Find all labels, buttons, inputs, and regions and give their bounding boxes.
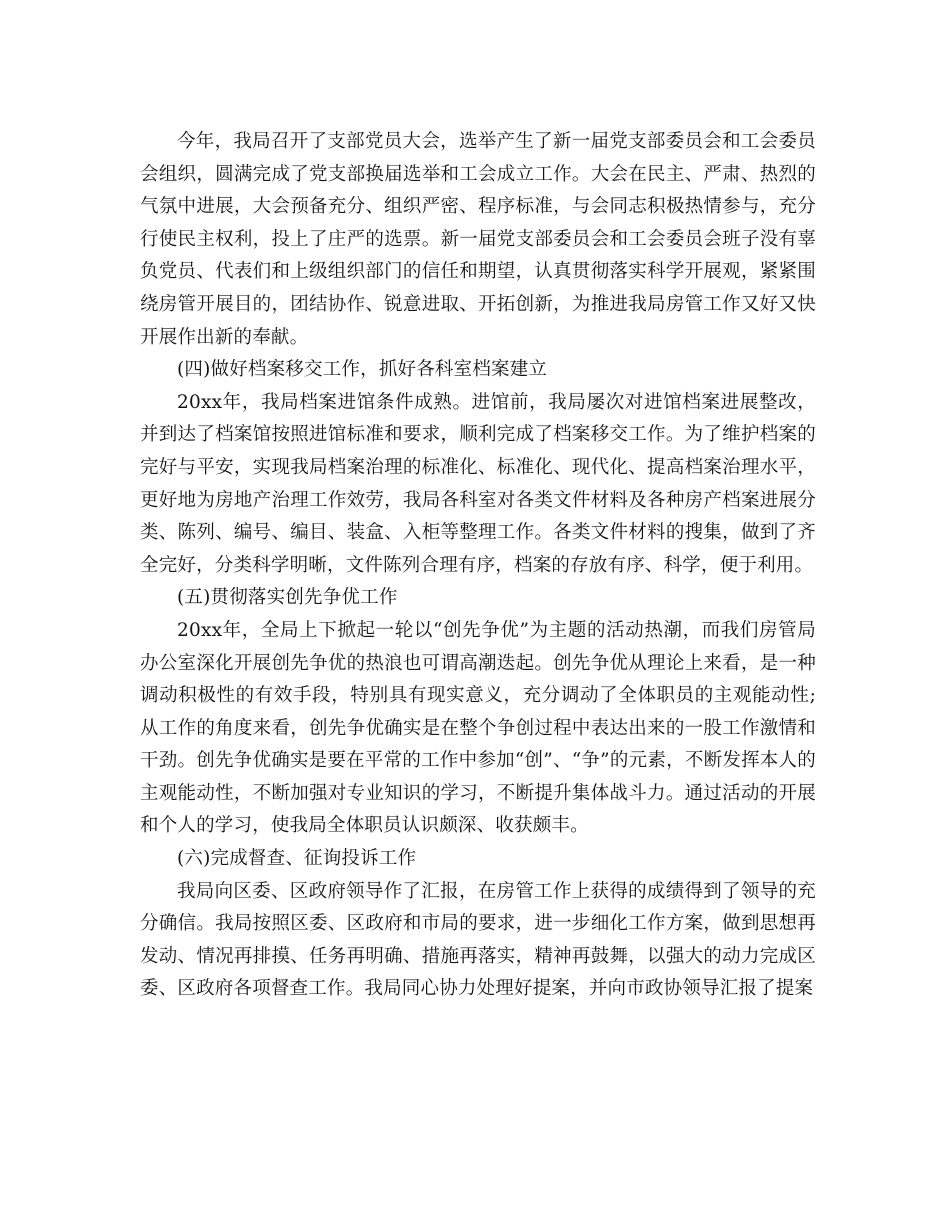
body-paragraph: 20xx年，全局上下掀起一轮以“创先争优”为主题的活动热潮，而我们房管局办公室深化开展创先争优的热浪也可谓高潮迭起。创先争优从理论上来看，是一种调动积极性的有效手段，特别具有现实意义，充分调动了全体职员的主观能动性;从工作的角度来看，创先争优确实是在整个争创过程中表达出来的一股工作激情和干劲。创先争优确实是要在平常的工作中参加“创”、“争”的元素，不断发挥本人的主观能动性，不断加强对专业知识的学习，不断提升集体战斗力。通过活动的开展和个人的学习，使我局全体职员认识颇深、收获颇丰。 (140, 619, 816, 837)
section-heading: (五)贯彻落实创先争优工作 (177, 587, 398, 609)
body-paragraph: 20xx年，我局档案进馆条件成熟。进馆前，我局屡次对进馆档案进展整改，并到达了档案馆按照进馆标准和要求，顺利完成了档案移交工作。为了维护档案的完好与平安，实现我局档案治理的标准化、标准化、现代化、提高档案治理水平，更好地为房地产治理工作效劳，我局各科室对各类文件材料及各种房产档案进展分类、陈列、编号、编目、装盒、入柜等整理工作。各类文件材料的搜集，做到了齐全完好，分类科学明晰，文件陈列合理有序，档案的存放有序、科学，便于利用。 (140, 391, 816, 576)
section-heading: (六)完成督查、征询投诉工作 (177, 848, 417, 870)
section-heading: (四)做好档案移交工作，抓好各科室档案建立 (177, 359, 548, 381)
document-page (140, 126, 816, 1006)
body-paragraph: 今年，我局召开了支部党员大会，选举产生了新一届党支部委员会和工会委员会组织，圆满完成了党支部换届选举和工会成立工作。大会在民主、严肃、热烈的气氛中进展，大会预备充分、组织严密、程序标准，与会同志积极热情参与，充分行使民主权利，投上了庄严的选票。新一届党支部委员会和工会委员会班子没有辜负党员、代表们和上级组织部门的信任和期望，认真贯彻落实科学开展观，紧紧围绕房管开展目的，团结协作、锐意进取、开拓创新，为推进我局房管工作又好又快开展作出新的奉献。 (140, 131, 816, 348)
body-paragraph: 我局向区委、区政府领导作了汇报，在房管工作上获得的成绩得到了领导的充分确信。我局按照区委、区政府和市局的要求，进一步细化工作方案，做到思想再发动、情况再排摸、任务再明确、措施再落实，精神再鼓舞，以强大的动力完成区委、区政府各项督查工作。我局同心协力处理好提案，并向市政协领导汇报了提案 (140, 880, 816, 1000)
